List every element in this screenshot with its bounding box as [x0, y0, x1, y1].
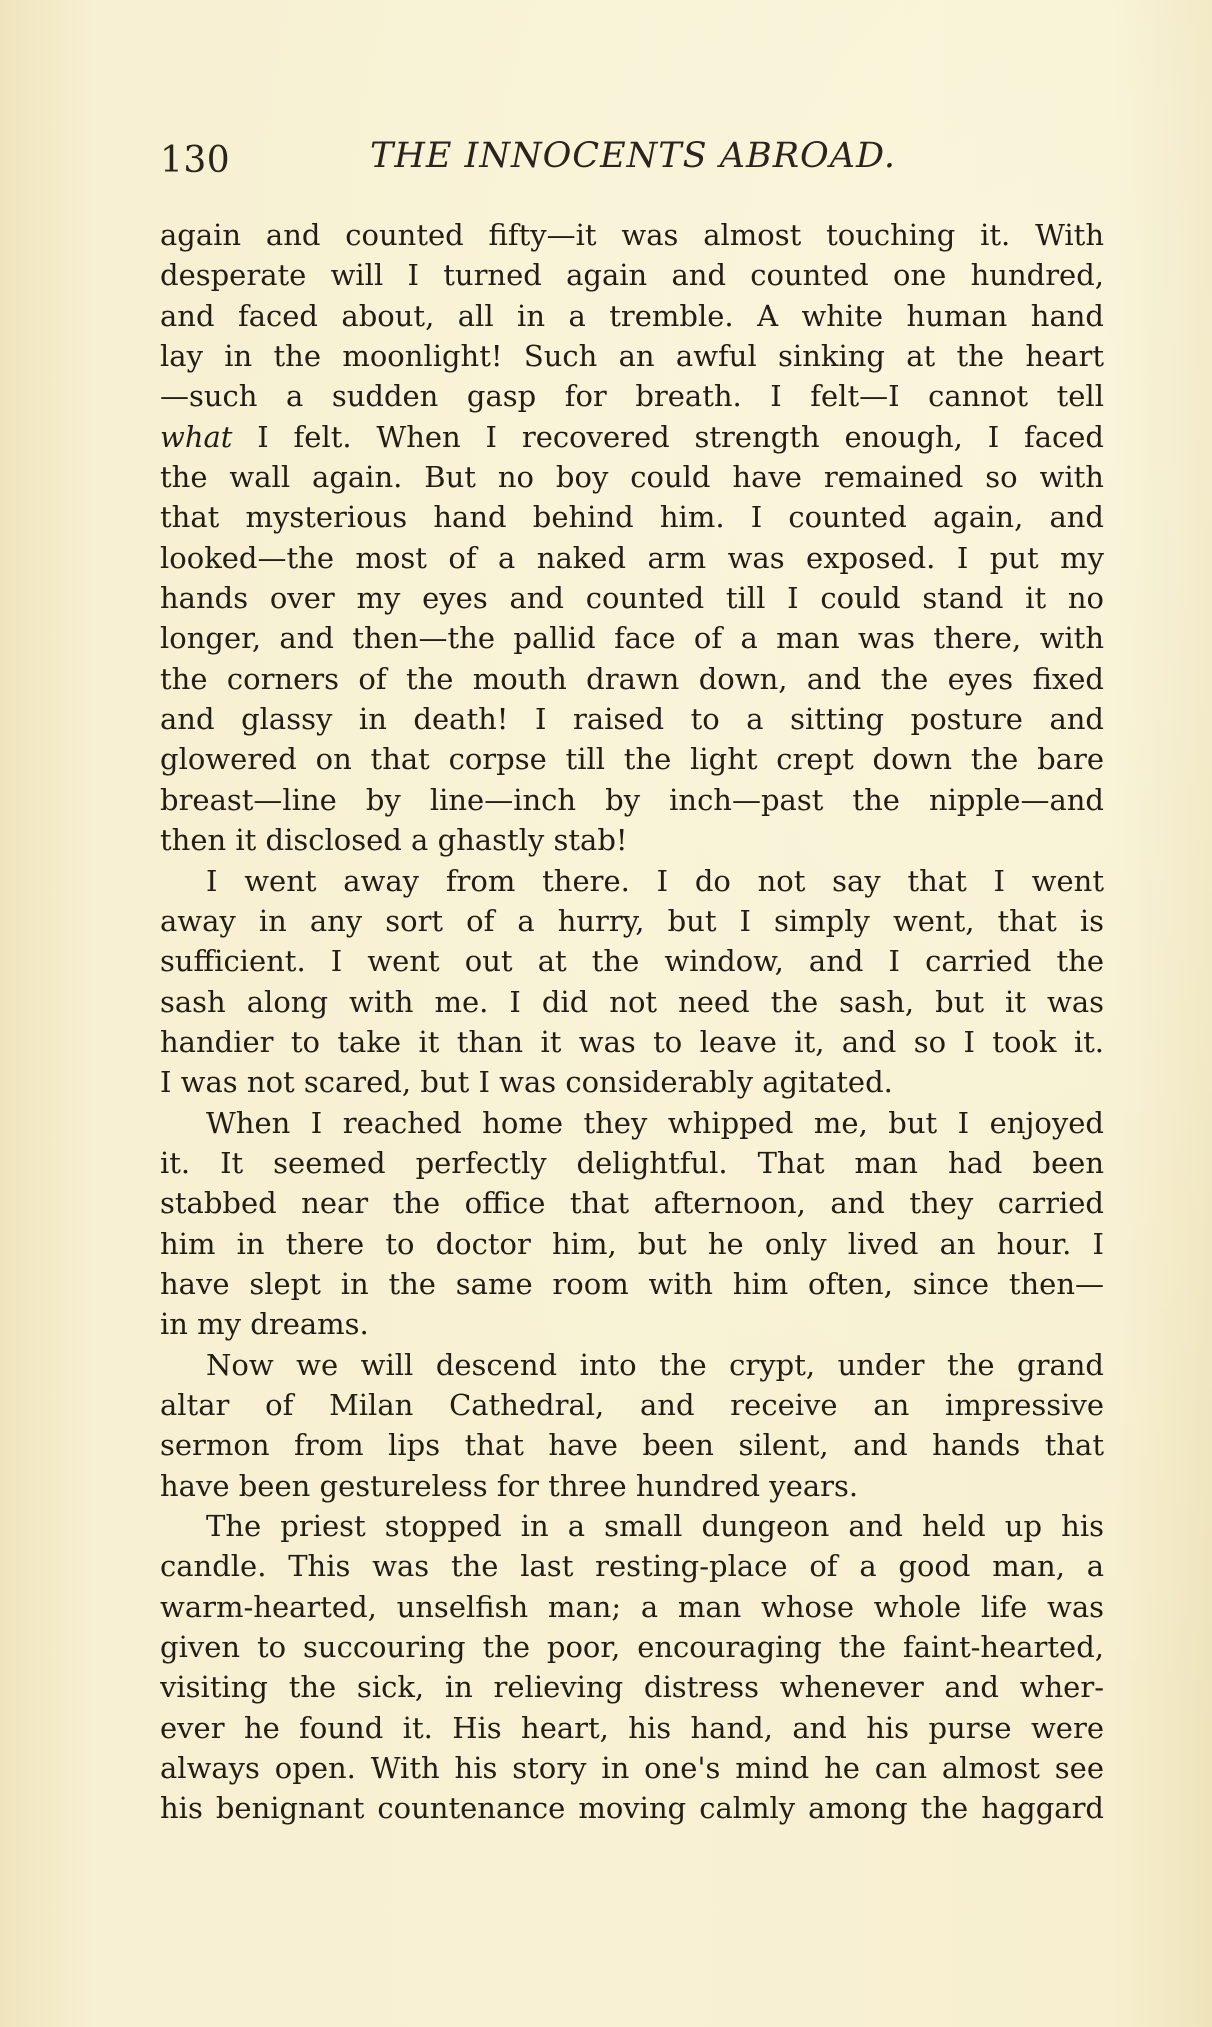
paragraph-first-line: I went away from there. I do not say that I went: [206, 863, 1104, 898]
italic-word: what: [160, 419, 233, 454]
text-line: longer, and then—the pallid face of a man was there, with: [160, 621, 1104, 656]
page-number: 130: [160, 140, 231, 181]
page-header: [160, 136, 1102, 186]
text-line: lay in the moonlight! Such an awful sinking at the heart: [160, 339, 1104, 374]
text-line: the wall again. But no boy could have remained so with: [160, 460, 1104, 495]
text-line: it. It seemed perfectly delightful. That man had been: [160, 1145, 1104, 1180]
body-text: [160, 215, 1104, 1829]
text-line: [160, 417, 1104, 457]
text-line: ever he found it. His heart, his hand, and his purse were: [160, 1710, 1104, 1745]
text-line: desperate will I turned again and counted one hundred,: [160, 258, 1104, 293]
text-line-rest: I felt. When I recovered strength enough, I faced: [232, 419, 1104, 454]
text-line: him in there to doctor him, but he only lived an hour. I: [160, 1226, 1104, 1261]
text-line: always open. With his story in one's mind he can almost see: [160, 1751, 1104, 1786]
text-line: warm-hearted, unselfish man; a man whose whole life was: [160, 1589, 1104, 1624]
text-line: hands over my eyes and counted till I could stand it no: [160, 581, 1104, 616]
text-line: the corners of the mouth drawn down, and the eyes fixed: [160, 661, 1104, 696]
text-line: looked—the most of a naked arm was exposed. I put my: [160, 540, 1104, 575]
text-line: away in any sort of a hurry, but I simply went, that is: [160, 903, 1104, 938]
text-line: sufficient. I went out at the window, and I carried the: [160, 944, 1104, 979]
text-line: again and counted fifty—it was almost touching it. With: [160, 218, 1104, 252]
text-line: given to succouring the poor, encouraging the faint-hearted,: [160, 1630, 1104, 1665]
paragraph-end-line: have been gestureless for three hundred years.: [160, 1468, 859, 1503]
text-line: and glassy in death! I raised to a sitting posture and: [160, 702, 1104, 737]
text-line: sermon from lips that have been silent, and hands that: [160, 1428, 1104, 1463]
text-line: his benignant countenance moving calmly among the haggard: [160, 1791, 1104, 1826]
text-line: glowered on that corpse till the light crept down the bare: [160, 742, 1104, 777]
text-line: and faced about, all in a tremble. A white human hand: [160, 298, 1104, 333]
text-line: —such a sudden gasp for breath. I felt—I cannot tell: [160, 379, 1104, 414]
text-line: visiting the sick, in relieving distress whenever and wher-: [160, 1670, 1104, 1705]
paragraph-first-line: When I reached home they whipped me, but I enjoyed: [206, 1105, 1104, 1140]
text-line: candle. This was the last resting-place of a good man, a: [160, 1549, 1104, 1584]
text-line: that mysterious hand behind him. I counted again, and: [160, 500, 1104, 535]
text-line: have slept in the same room with him often, since then—: [160, 1266, 1104, 1301]
running-head: THE INNOCENTS ABROAD.: [370, 136, 896, 176]
paragraph-first-line: The priest stopped in a small dungeon and held up his: [206, 1509, 1104, 1543]
text-line: breast—line by line—inch by inch—past the nipple—and: [160, 782, 1104, 817]
paragraph-end-line: I was not scared, but I was considerably agitated.: [160, 1065, 893, 1100]
text-line: stabbed near the office that afternoon, and they carried: [160, 1186, 1104, 1221]
text-line: sash along with me. I did not need the sash, but it was: [160, 984, 1104, 1019]
paragraph-end-line: then it disclosed a ghastly stab!: [160, 823, 628, 858]
text-line: handier to take it than it was to leave it, and so I took it.: [160, 1024, 1104, 1059]
text-line: altar of Milan Cathedral, and receive an impressive: [160, 1387, 1104, 1422]
paragraph-end-line: in my dreams.: [160, 1307, 369, 1342]
paragraph-first-line: Now we will descend into the crypt, under the grand: [206, 1347, 1104, 1382]
